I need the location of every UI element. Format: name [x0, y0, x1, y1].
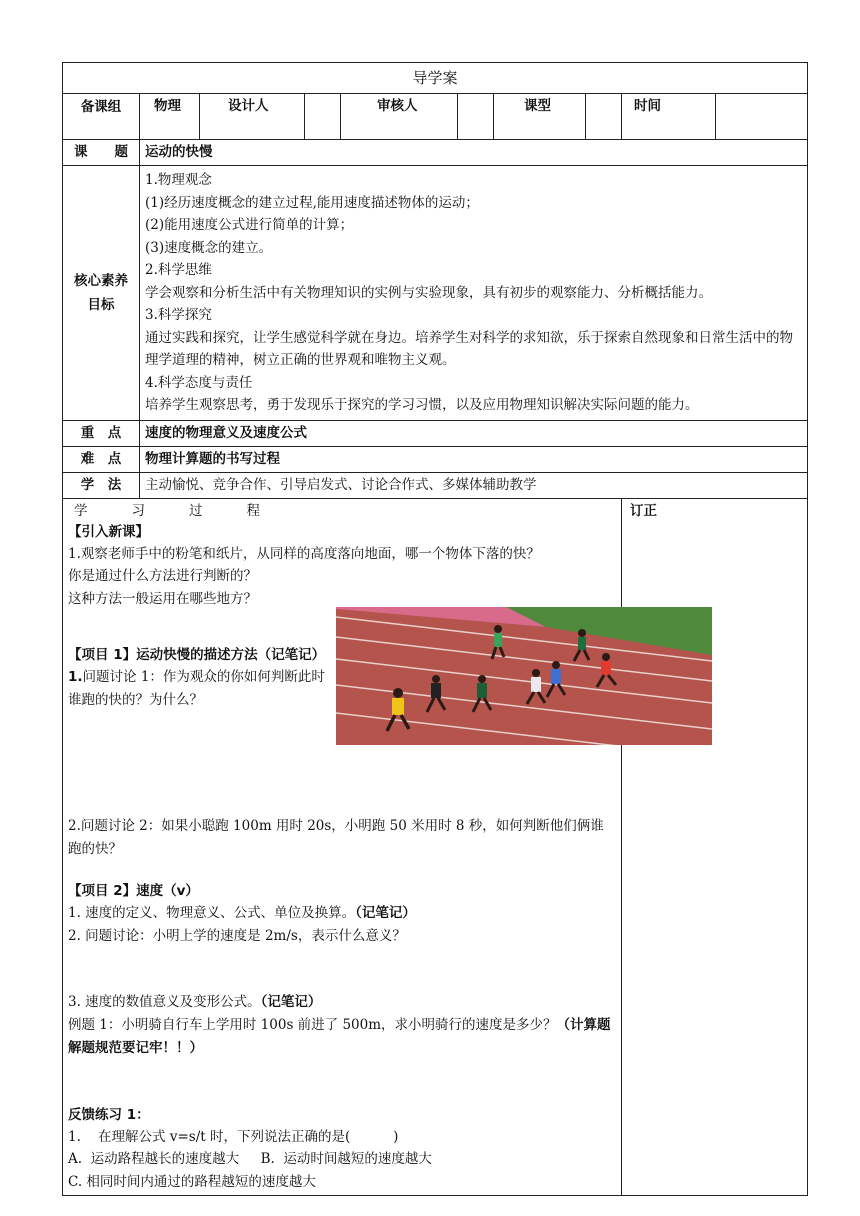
correction-column: 订正 — [622, 498, 808, 1196]
intro-line: 这种方法一般运用在哪些地方？ — [68, 590, 257, 607]
q1-text: 问题讨论 1：作为观众的你如何判断此时谁跑的快的？为什么？ — [68, 669, 325, 708]
core-line: 通过实践和探究，让学生感觉科学就在身边。培养学生对科学的求知欲，乐于探索自然现象和日常生活中的物理学道理的精神，树立正确的世界观和唯物主义观。 — [145, 329, 793, 368]
feedback-title: 反馈练习 1： — [68, 1106, 150, 1123]
core-line: (1)经历速度概念的建立过程,能用速度描述物体的运动； — [145, 194, 479, 211]
p2-item3-text: 3. 速度的数值意义及变形公式。 — [68, 994, 261, 1010]
group-label: 备课组 — [63, 94, 140, 140]
core-literacy-content — [140, 166, 808, 421]
designer-value — [305, 94, 341, 140]
method-value: 主动愉悦、竞争合作、引导启发式、讨论合作式、多媒体辅助教学 — [140, 472, 808, 498]
q1-number: 1. — [68, 669, 83, 685]
process-heading: 学习过程 — [74, 502, 304, 519]
track-race-photo — [336, 607, 712, 745]
topic-label: 课 题 — [63, 140, 140, 166]
sprinters-image — [336, 607, 712, 745]
feedback-option-ab: A. 运动路程越长的速度越大 B. 运动时间越短的速度越大 — [68, 1151, 432, 1167]
learning-process-cell — [63, 498, 622, 1196]
document-title: 导学案 — [63, 63, 808, 94]
p2-item1-note: （记笔记） — [355, 905, 416, 921]
core-line: 1.物理观念 — [145, 172, 212, 188]
project2-title: 【项目 2】速度（v） — [68, 883, 199, 899]
difficulty-label: 难 点 — [63, 446, 140, 472]
feedback-option-c: C. 相同时间内通过的路程越短的速度越大 — [68, 1173, 316, 1190]
designer-label: 设计人 — [200, 94, 305, 140]
group-value: 物理 — [140, 94, 200, 140]
reviewer-label: 审核人 — [341, 94, 458, 140]
p2-item3-note: （记笔记） — [260, 994, 322, 1010]
core-line: 培养学生观察思考，勇于发现乐于探究的学习习惯，以及应用物理知识解决实际问题的能力。 — [145, 397, 699, 413]
intro-line: 你是通过什么方法进行判断的？ — [68, 568, 257, 584]
topic-value: 运动的快慢 — [140, 140, 808, 166]
method-label: 学 法 — [63, 472, 140, 498]
p2-item1-text: 1. 速度的定义、物理意义、公式、单位及换算。 — [68, 905, 356, 921]
core-line: (3)速度概念的建立。 — [145, 239, 273, 256]
core-line: (2)能用速度公式进行简单的计算； — [145, 217, 354, 233]
core-literacy-label: 核心素养目标 — [63, 166, 140, 421]
project1-title: 【项目 1】运动快慢的描述方法（记笔记） — [68, 647, 326, 663]
core-line: 学会观察和分析生活中有关物理知识的实例与实验现象，具有初步的观察能力、分析概括能力。 — [145, 284, 712, 301]
project1-block — [68, 644, 326, 711]
core-line: 2.科学思维 — [145, 262, 212, 278]
type-label: 课型 — [494, 94, 586, 140]
core-line: 4.科学态度与责任 — [145, 374, 253, 391]
example-text: 例题 1：小明骑自行车上学用时 100s 前进了 500m，求小明骑行的速度是多少？ — [68, 1016, 557, 1033]
key-point-label: 重 点 — [63, 420, 140, 446]
difficulty-value: 物理计算题的书写过程 — [140, 446, 808, 472]
reviewer-value — [458, 94, 494, 140]
type-value — [586, 94, 622, 140]
intro-line: 1.观察老师手中的粉笔和纸片，从同样的高度落向地面，哪一个物体下落的快？ — [68, 545, 540, 562]
time-label: 时间 — [622, 94, 716, 140]
core-line: 3.科学探究 — [145, 307, 212, 323]
intro-title: 【引入新课】 — [68, 523, 149, 540]
time-value — [716, 94, 808, 140]
key-point-value: 速度的物理意义及速度公式 — [140, 420, 808, 446]
example-note: （计算题解题规范要记牢！！） — [68, 1016, 611, 1056]
feedback-q1: 1. 在理解公式 v=s/t 时，下列说法正确的是( ) — [68, 1128, 399, 1145]
project1-q2: 2.问题讨论 2：如果小聪跑 100m 用时 20s，小明跑 50 米用时 8 秒，如何判断他们俩谁跑的快？ — [68, 818, 604, 857]
p2-item2: 2. 问题讨论：小明上学的速度是 2m/s，表示什么意义？ — [68, 927, 406, 944]
